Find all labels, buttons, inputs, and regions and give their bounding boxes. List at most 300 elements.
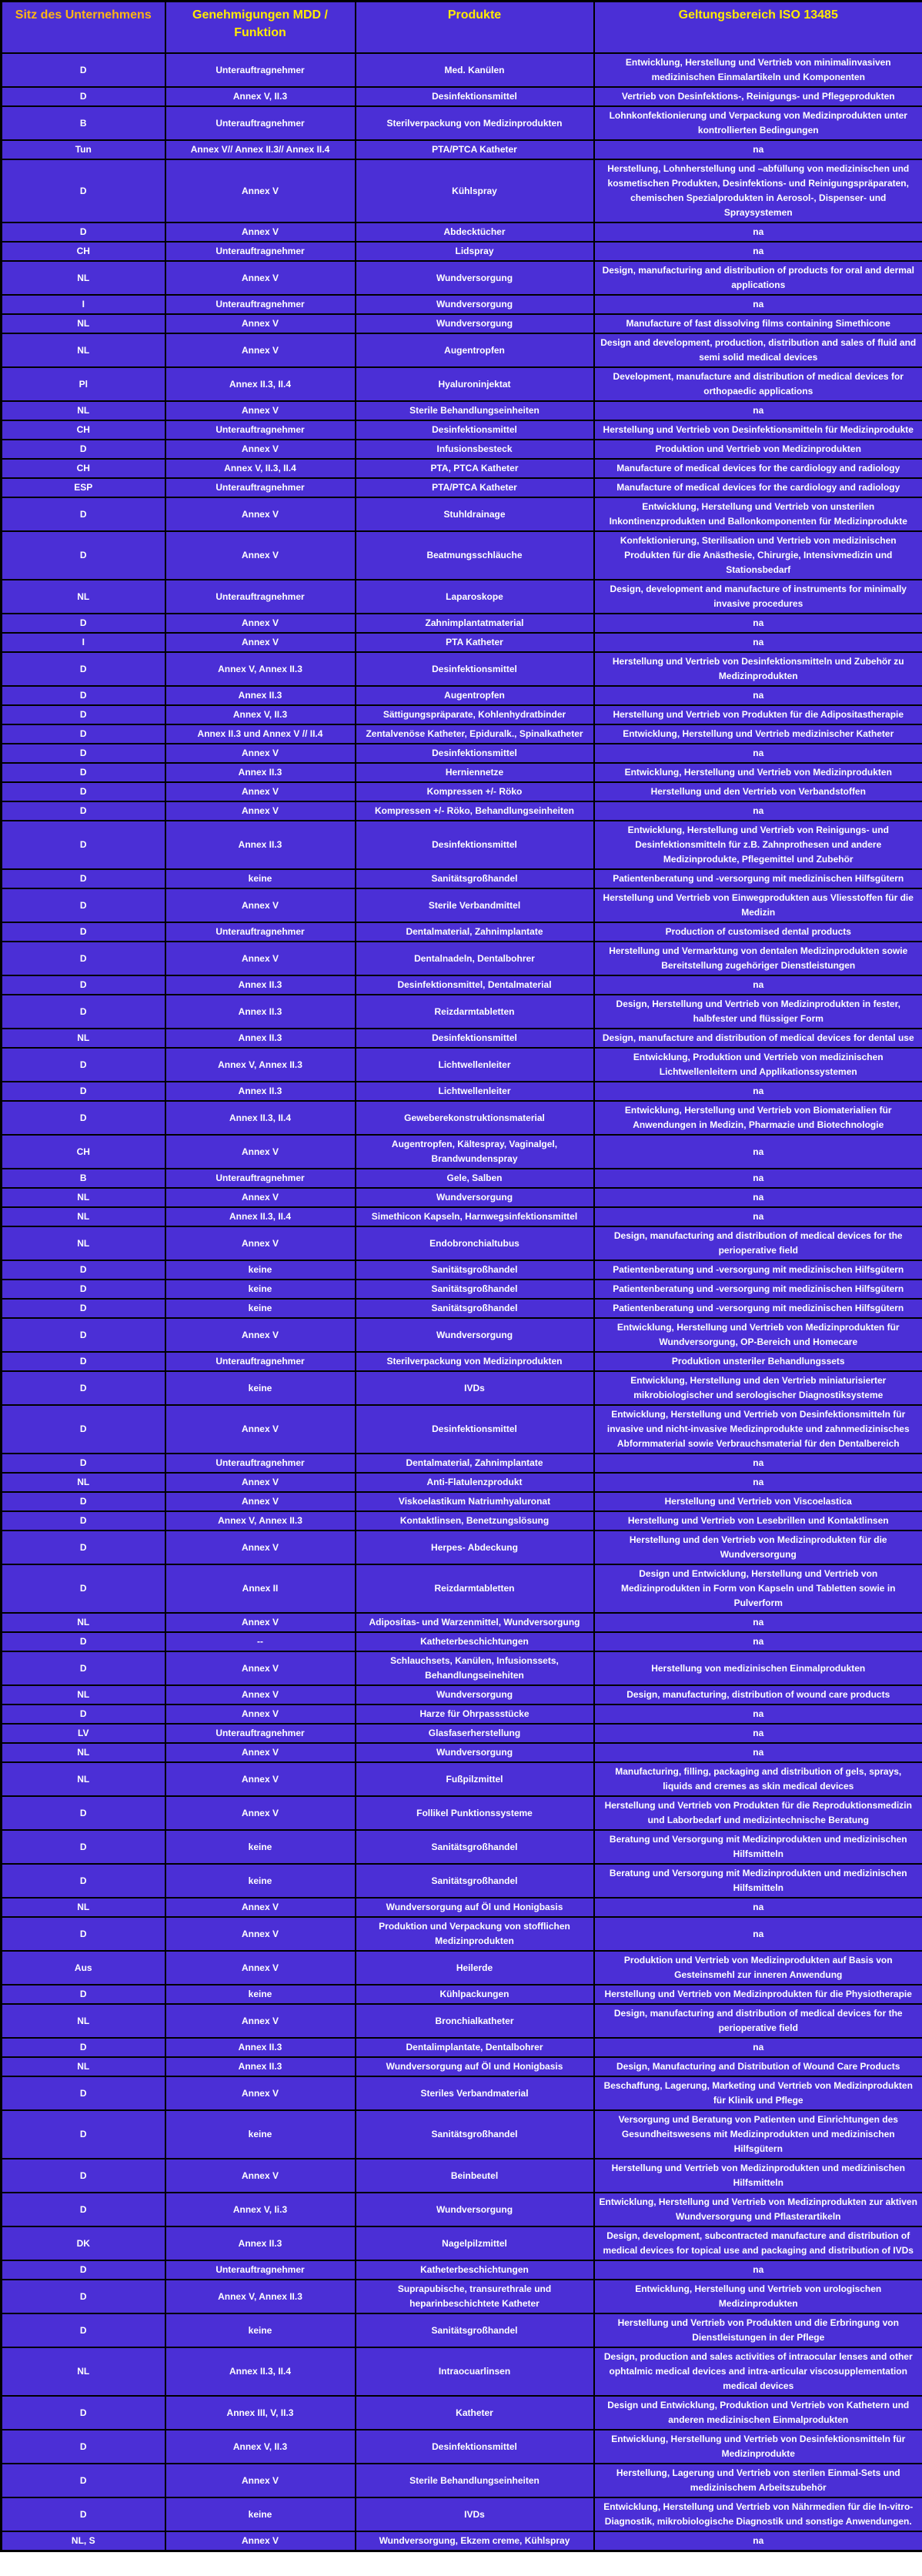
table-cell: Reizdarmtabletten [356, 1564, 594, 1613]
table-row [2, 440, 922, 459]
table-cell: na [594, 633, 922, 652]
table-cell: Beratung und Versorgung mit Medizinprodukten und medizinischen Hilfsmitteln [594, 1864, 922, 1898]
table-row [2, 2038, 922, 2057]
table-cell: na [594, 1613, 922, 1632]
table-row [2, 1405, 922, 1454]
table-row [2, 1564, 922, 1613]
table-row [2, 1685, 922, 1705]
table-cell: na [594, 1724, 922, 1743]
table-cell: Unterauftragnehmer [165, 2260, 356, 2280]
table-cell: keine [165, 1830, 356, 1864]
table-cell: Manufacture of medical devices for the cardiology and radiology [594, 459, 922, 478]
table-cell: Desinfektionsmittel [356, 420, 594, 440]
table-cell: Annex V [165, 614, 356, 633]
table-cell: Sterilverpackung von Medizinprodukten [356, 1352, 594, 1371]
table-cell: D [2, 1101, 165, 1135]
table-cell: PTA Katheter [356, 633, 594, 652]
table-cell: Nagelpilzmittel [356, 2226, 594, 2260]
table-cell: Annex V, Ii.3 [165, 2193, 356, 2226]
table-cell: Herstellung, Lohnherstellung und –abfüllung von medizinischen und kosmetischen Produkten, Desinfektions- und Reinigungspräparaten, chemischen Spezialprodukten in Aerosol-, Dispenser- und Spraysystemen [594, 159, 922, 222]
table-cell: Design, manufacturing, distribution of wound care products [594, 1685, 922, 1705]
table-cell: Annex V [165, 1531, 356, 1564]
table-cell: D [2, 1651, 165, 1685]
table-cell: D [2, 1492, 165, 1511]
table-cell: Entwicklung, Herstellung und Vertrieb von urologischen Medizinprodukten [594, 2280, 922, 2313]
table-cell: Annex V [165, 1762, 356, 1796]
table-cell: Geweberekonstruktionsmaterial [356, 1101, 594, 1135]
table-cell: Beratung und Versorgung mit Medizinprodukten und medizinischen Hilfsmitteln [594, 1830, 922, 1864]
table-cell: Desinfektionsmittel [356, 1029, 594, 1048]
table-cell: Dentalnadeln, Dentalbohrer [356, 942, 594, 975]
table-cell: Annex II.3, II.4 [165, 1101, 356, 1135]
table-cell: Desinfektionsmittel [356, 2430, 594, 2464]
table-cell: D [2, 159, 165, 222]
table-cell: Annex V [165, 744, 356, 763]
table-row [2, 2057, 922, 2076]
table-cell: D [2, 652, 165, 686]
table-cell: na [594, 401, 922, 420]
table-cell: D [2, 222, 165, 242]
table-cell: na [594, 2260, 922, 2280]
table-cell: Annex II.3 [165, 1082, 356, 1101]
table-cell: Annex II.3 und Annex V // II.4 [165, 724, 356, 744]
table-row [2, 1651, 922, 1685]
table-row [2, 2313, 922, 2347]
table-cell: na [594, 1705, 922, 1724]
table-cell: NL [2, 2057, 165, 2076]
table-header [2, 2, 922, 54]
table-row [2, 1985, 922, 2004]
table-cell: Wundversorgung [356, 1685, 594, 1705]
table-cell: Design, Manufacturing and Distribution of Wound Care Products [594, 2057, 922, 2076]
table-row [2, 975, 922, 995]
table-cell: Annex V [165, 1917, 356, 1951]
header-sitz-des-unternehmens: Sitz des Unternehmens [2, 2, 165, 54]
table-row [2, 821, 922, 869]
table-cell: Herstellung und Vertrieb von Lesebrillen und Kontaktlinsen [594, 1511, 922, 1531]
table-cell: NL [2, 333, 165, 367]
table-row [2, 497, 922, 531]
header-row [2, 2, 922, 54]
table-cell: Annex II.3 [165, 763, 356, 782]
table-cell: D [2, 1985, 165, 2004]
table-cell: na [594, 1454, 922, 1473]
table-row [2, 401, 922, 420]
table-row [2, 705, 922, 724]
table-cell: Entwicklung, Produktion und Vertrieb von medizinischen Lichtwellenleitern und Applikationssystemen [594, 1048, 922, 1082]
table-cell: Annex II.3 [165, 1029, 356, 1048]
header-genehmigungen-mdd-funktion: Genehmigungen MDD / Funktion [165, 2, 356, 54]
table-cell: D [2, 2076, 165, 2110]
table-cell: Produktion unsteriler Behandlungssets [594, 1352, 922, 1371]
table-row [2, 295, 922, 314]
table-row [2, 1135, 922, 1169]
table-cell: B [2, 106, 165, 140]
table-cell: Entwicklung, Herstellung und Vertrieb von unsterilen Inkontinenzprodukten und Ballonkomponenten für Medizinprodukte [594, 497, 922, 531]
table-cell: Herstellung und Vertrieb von Einwegprodukten aus Vliesstoffen für die Medizin [594, 888, 922, 922]
table-cell: na [594, 2531, 922, 2551]
table-row [2, 2464, 922, 2497]
table-row [2, 2396, 922, 2430]
table-cell: Annex V [165, 1135, 356, 1169]
table-cell: Annex V [165, 888, 356, 922]
table-cell: Herstellung und Vertrieb von Desinfektionsmitteln für Medizinprodukte [594, 420, 922, 440]
table-cell: na [594, 1169, 922, 1188]
table-cell: keine [165, 1299, 356, 1318]
table-cell: NL [2, 1207, 165, 1226]
table-cell: na [594, 686, 922, 705]
table-cell: na [594, 1917, 922, 1951]
table-row [2, 1454, 922, 1473]
table-cell: Produktion und Verpackung von stofflichen Medizinprodukten [356, 1917, 594, 1951]
table-cell: na [594, 222, 922, 242]
table-cell: Unterauftragnehmer [165, 1724, 356, 1743]
table-cell: Manufacturing, filling, packaging and distribution of gels, sprays, liquids and cremes as skin medical devices [594, 1762, 922, 1796]
table-cell: D [2, 942, 165, 975]
table-cell: Annex II.3 [165, 2038, 356, 2057]
table-cell: Unterauftragnehmer [165, 420, 356, 440]
table-cell: Intraocuarlinsen [356, 2347, 594, 2396]
table-cell: Lichtwellenleiter [356, 1048, 594, 1082]
table-row [2, 801, 922, 821]
table-cell: PTA, PTCA Katheter [356, 459, 594, 478]
table-cell: keine [165, 1371, 356, 1405]
table-cell: Bronchialkatheter [356, 2004, 594, 2038]
table-cell: Entwicklung, Herstellung und Vertrieb von Biomaterialien für Anwendungen in Medizin, Pharmazie und Biotechnologie [594, 1101, 922, 1135]
table-row [2, 333, 922, 367]
header-produkte: Produkte [356, 2, 594, 54]
table-cell: Augentropfen [356, 686, 594, 705]
table-cell: Design, manufacture and distribution of medical devices for dental use [594, 1029, 922, 1048]
table-cell: Annex V [165, 531, 356, 580]
table-row [2, 1796, 922, 1830]
table-cell: Anti-Flatulenzprodukt [356, 1473, 594, 1492]
table-cell: NL [2, 1188, 165, 1207]
table-row [2, 1492, 922, 1511]
table-cell: D [2, 1830, 165, 1864]
table-cell: Entwicklung, Herstellung und den Vertrieb miniaturisierter mikrobiologischer und serologischer Diagnostiksysteme [594, 1371, 922, 1405]
table-cell: Annex V [165, 1743, 356, 1762]
table-row [2, 459, 922, 478]
table-cell: Herstellung und den Vertrieb von Verbandstoffen [594, 782, 922, 801]
table-cell: Tun [2, 140, 165, 159]
table-cell: D [2, 1531, 165, 1564]
table-cell: Med. Kanülen [356, 53, 594, 87]
table-cell: Entwicklung, Herstellung und Vertrieb von Reinigungs- und Desinfektionsmitteln für z.B. Zahnprothesen und andere Medizinprodukte, Pflegemittel und Zubehör [594, 821, 922, 869]
table-cell: Annex V [165, 1318, 356, 1352]
table-row [2, 2531, 922, 2551]
table-cell: D [2, 1632, 165, 1651]
table-cell: Lichtwellenleiter [356, 1082, 594, 1101]
table-cell: na [594, 1135, 922, 1169]
table-cell: IVDs [356, 1371, 594, 1405]
table-cell: Sanitätsgroßhandel [356, 2110, 594, 2159]
table-cell: na [594, 2038, 922, 2057]
table-cell: Entwicklung, Herstellung und Vertrieb von Nährmedien für die In-vitro-Diagnostik, mikrobiologische Diagnostik und sonstige Anwendungen. [594, 2497, 922, 2531]
table-row [2, 1632, 922, 1651]
table-cell: D [2, 1864, 165, 1898]
table-cell: Unterauftragnehmer [165, 922, 356, 942]
table-cell: na [594, 1473, 922, 1492]
table-cell: NL [2, 2347, 165, 2396]
table-cell: Annex II.3 [165, 2226, 356, 2260]
table-row [2, 1280, 922, 1299]
table-cell: CH [2, 1135, 165, 1169]
table-cell: Katheterbeschichtungen [356, 2260, 594, 2280]
table-cell: D [2, 2396, 165, 2430]
table-cell: na [594, 1207, 922, 1226]
table-cell: Annex V [165, 497, 356, 531]
table-cell: Herstellung und Vertrieb von Viscoelastica [594, 1492, 922, 1511]
table-cell: LV [2, 1724, 165, 1743]
table-cell: Annex II.3 [165, 975, 356, 995]
table-cell: D [2, 2260, 165, 2280]
table-cell: Annex V [165, 1898, 356, 1917]
table-cell: Annex V, II.3 [165, 2430, 356, 2464]
table-cell: Annex II.3 [165, 995, 356, 1029]
table-cell: Beinbeutel [356, 2159, 594, 2193]
table-cell: Annex V [165, 801, 356, 821]
table-cell: na [594, 1898, 922, 1917]
table-cell: NL [2, 1898, 165, 1917]
table-cell: keine [165, 1280, 356, 1299]
table-row [2, 2260, 922, 2280]
table-cell: Annex II.3 [165, 821, 356, 869]
table-row [2, 2110, 922, 2159]
table-cell: D [2, 705, 165, 724]
table-cell: PTA/PTCA Katheter [356, 478, 594, 497]
table-cell: Annex V [165, 1405, 356, 1454]
table-cell: Annex V, Annex II.3 [165, 2280, 356, 2313]
table-cell: Konfektionierung, Sterilisation und Vertrieb von medizinischen Produkten für die Anästhesie, Chirurgie, Intensivmedizin und Stationsbedarf [594, 531, 922, 580]
table-cell: keine [165, 1864, 356, 1898]
table-cell: Herstellung und Vertrieb von Produkten und die Erbringung von Dienstleistungen in der Pflege [594, 2313, 922, 2347]
table-cell: Glasfaserherstellung [356, 1724, 594, 1743]
table-row [2, 995, 922, 1029]
table-row [2, 686, 922, 705]
table-cell: Annex II.3, II.4 [165, 2347, 356, 2396]
table-cell: Sanitätsgroßhandel [356, 1864, 594, 1898]
table-row [2, 140, 922, 159]
table-row [2, 1724, 922, 1743]
table-cell: D [2, 1352, 165, 1371]
table-cell: Gele, Salben [356, 1169, 594, 1188]
table-cell: Unterauftragnehmer [165, 1454, 356, 1473]
table-cell: Harze für Ohrpassstücke [356, 1705, 594, 1724]
table-cell: Katheter [356, 2396, 594, 2430]
table-cell: D [2, 1796, 165, 1830]
table-cell: D [2, 1405, 165, 1454]
table-cell: na [594, 1188, 922, 1207]
table-cell: Annex V [165, 942, 356, 975]
table-cell: Annex V [165, 2531, 356, 2551]
table-row [2, 1705, 922, 1724]
table-cell: Patientenberatung und -versorgung mit medizinischen Hilfsgütern [594, 1260, 922, 1280]
table-cell: IVDs [356, 2497, 594, 2531]
table-row [2, 1473, 922, 1492]
table-cell: Augentropfen, Kältespray, Vaginalgel, Brandwundenspray [356, 1135, 594, 1169]
table-cell: Zahnimplantatmaterial [356, 614, 594, 633]
table-row [2, 724, 922, 744]
table-row [2, 869, 922, 888]
table-cell: NL [2, 261, 165, 295]
table-cell: NL [2, 1743, 165, 1762]
table-row [2, 1898, 922, 1917]
table-cell: Dentalimplantate, Dentalbohrer [356, 2038, 594, 2057]
table-cell: D [2, 2038, 165, 2057]
table-cell: Unterauftragnehmer [165, 1352, 356, 1371]
table-cell: NL [2, 1226, 165, 1260]
table-cell: NL [2, 314, 165, 333]
table-cell: Aus [2, 1951, 165, 1985]
table-cell: Sterile Behandlungseinheiten [356, 401, 594, 420]
table-cell: NL [2, 1613, 165, 1632]
table-row [2, 1048, 922, 1082]
table-cell: keine [165, 1985, 356, 2004]
table-cell: Herstellung und Vertrieb von Medizinprodukten und medizinischen Hilfsmitteln [594, 2159, 922, 2193]
table-cell: Sterile Behandlungseinheiten [356, 2464, 594, 2497]
table-row [2, 1762, 922, 1796]
header-geltungsbereich-iso-13485: Geltungsbereich ISO 13485 [594, 2, 922, 54]
table-cell: Sterile Verbandmittel [356, 888, 594, 922]
table-cell: Annex V [165, 401, 356, 420]
table-cell: Annex V [165, 1492, 356, 1511]
table-cell: Kompressen +/- Röko, Behandlungseinheiten [356, 801, 594, 821]
table-cell: Wundversorgung auf Öl und Honigbasis [356, 2057, 594, 2076]
table-cell: Herstellung und den Vertrieb von Medizinprodukten für die Wundversorgung [594, 1531, 922, 1564]
table-cell: D [2, 2193, 165, 2226]
table-cell: I [2, 295, 165, 314]
table-cell: CH [2, 459, 165, 478]
table-cell: D [2, 1260, 165, 1280]
table-cell: D [2, 995, 165, 1029]
table-cell: Annex II [165, 1564, 356, 1613]
table-cell: Herstellung und Vertrieb von Medizinprodukten für die Physiotherapie [594, 1985, 922, 2004]
table-cell: Lidspray [356, 242, 594, 261]
table-cell: Beatmungsschläuche [356, 531, 594, 580]
table-cell: D [2, 801, 165, 821]
table-cell: Lohnkonfektionierung und Verpackung von Medizinprodukten unter kontrollierten Bedingungen [594, 106, 922, 140]
table-cell: Stuhldrainage [356, 497, 594, 531]
table-cell: D [2, 497, 165, 531]
table-row [2, 2076, 922, 2110]
table-cell: Herstellung und Vertrieb von Produkten für die Adipositastherapie [594, 705, 922, 724]
table-cell: Entwicklung, Herstellung und Vertrieb von Medizinprodukten zur aktiven Wundversorgung und Pflasterartikeln [594, 2193, 922, 2226]
table-cell: Kühlspray [356, 159, 594, 222]
table-cell: Annex V [165, 1473, 356, 1492]
table-cell: D [2, 2430, 165, 2464]
table-cell: Versorgung und Beratung von Patienten und Einrichtungen des Gesundheitswesens mit Medizinprodukten und medizinischen Hilfsgütern [594, 2110, 922, 2159]
table-cell: Annex V, II.3 [165, 87, 356, 106]
table-cell: Annex V [165, 222, 356, 242]
table-row [2, 942, 922, 975]
table-row [2, 1531, 922, 1564]
table-cell: Annex V, II.3, II.4 [165, 459, 356, 478]
table-cell: Wundversorgung [356, 1318, 594, 1352]
table-cell: Design, manufacturing and distribution of medical devices for the perioperative field [594, 1226, 922, 1260]
table-row [2, 314, 922, 333]
table-cell: Sanitätsgroßhandel [356, 1280, 594, 1299]
table-cell: Annex V [165, 633, 356, 652]
table-cell: Design, development and manufacture of instruments for minimally invasive procedures [594, 580, 922, 614]
table-cell: Wundversorgung [356, 1188, 594, 1207]
table-cell: Steriles Verbandmaterial [356, 2076, 594, 2110]
table-cell: Unterauftragnehmer [165, 478, 356, 497]
table-cell: na [594, 1743, 922, 1762]
table-row [2, 1101, 922, 1135]
table-cell: D [2, 1048, 165, 1082]
table-cell: NL [2, 580, 165, 614]
table-cell: keine [165, 2313, 356, 2347]
table-row [2, 1169, 922, 1188]
table-cell: Endobronchialtubus [356, 1226, 594, 1260]
table-row [2, 367, 922, 401]
table-row [2, 2497, 922, 2531]
table-cell: Dentalmaterial, Zahnimplantate [356, 1454, 594, 1473]
table-cell: Desinfektionsmittel [356, 821, 594, 869]
table-cell: Wundversorgung [356, 1743, 594, 1762]
table-cell: Zentalvenöse Katheter, Epiduralk., Spinalkatheter [356, 724, 594, 744]
table-cell: D [2, 869, 165, 888]
table-cell: Fußpilzmittel [356, 1762, 594, 1796]
table-cell: Design, production and sales activities of intraocular lenses and other ophtalmic medical devices and intra-articular viscosupplementation medical devices [594, 2347, 922, 2396]
table-row [2, 261, 922, 295]
table-cell: Abdecktücher [356, 222, 594, 242]
table-cell: Patientenberatung und -versorgung mit medizinischen Hilfsgütern [594, 1280, 922, 1299]
table-cell: Annex V [165, 440, 356, 459]
table-row [2, 922, 922, 942]
table-cell: D [2, 531, 165, 580]
table-row [2, 1352, 922, 1371]
table-cell: Patientenberatung und -versorgung mit medizinischen Hilfsgütern [594, 869, 922, 888]
table-cell: Annex II.3, II.4 [165, 1207, 356, 1226]
table-cell: Sanitätsgroßhandel [356, 1260, 594, 1280]
table-cell: Annex V, II.3 [165, 705, 356, 724]
table-row [2, 1371, 922, 1405]
table-cell: Annex V [165, 1705, 356, 1724]
table-row [2, 2347, 922, 2396]
table-cell: Entwicklung, Herstellung und Vertrieb von Desinfektionsmitteln für Medizinprodukte [594, 2430, 922, 2464]
table-cell: Schlauchsets, Kanülen, Infusionssets, Behandlungseinehiten [356, 1651, 594, 1685]
table-row [2, 2193, 922, 2226]
table-row [2, 1613, 922, 1632]
table-cell: Wundversorgung [356, 314, 594, 333]
table-cell: Herstellung und Vermarktung von dentalen Medizinprodukten sowie Bereitstellung zugehöriger Dienstleistungen [594, 942, 922, 975]
table-cell: Wundversorgung [356, 2193, 594, 2226]
table-cell: na [594, 801, 922, 821]
table-cell: Pl [2, 367, 165, 401]
table-cell: Dentalmaterial, Zahnimplantate [356, 922, 594, 942]
table-row [2, 2280, 922, 2313]
table-row [2, 531, 922, 580]
table-cell: NL [2, 1685, 165, 1705]
table-row [2, 2430, 922, 2464]
table-cell: Patientenberatung und -versorgung mit medizinischen Hilfsgütern [594, 1299, 922, 1318]
table-cell: D [2, 2110, 165, 2159]
table-cell: Entwicklung, Herstellung und Vertrieb von Medizinprodukten [594, 763, 922, 782]
table-row [2, 53, 922, 87]
table-cell: Annex V [165, 261, 356, 295]
table-cell: D [2, 1705, 165, 1724]
table-cell: Design and development, production, distribution and sales of fluid and semi solid medical devices [594, 333, 922, 367]
table-cell: Annex III, V, II.3 [165, 2396, 356, 2430]
table-cell: D [2, 87, 165, 106]
table-cell: Design und Entwicklung, Herstellung und Vertrieb von Medizinprodukten in Form von Kapseln und Tabletten sowie in Pulverform [594, 1564, 922, 1613]
table-body [2, 53, 922, 2551]
table-cell: Simethicon Kapseln, Harnwegsinfektionsmittel [356, 1207, 594, 1226]
table-cell: na [594, 744, 922, 763]
table-cell: Annex V// Annex II.3// Annex II.4 [165, 140, 356, 159]
